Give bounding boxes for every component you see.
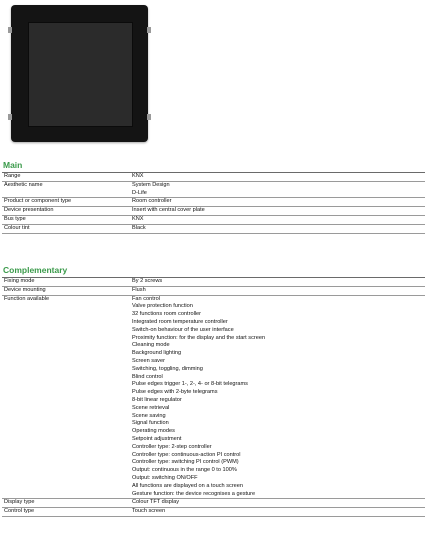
spec-value-line: Output: continuous in the range 0 to 100% <box>132 467 237 474</box>
spec-label: Colour tint <box>2 224 129 233</box>
spec-value-line: Touch screen <box>132 508 166 515</box>
spec-row <box>2 207 425 216</box>
spec-value-line: Scene saving <box>132 412 166 419</box>
spec-row <box>2 173 425 182</box>
spec-row <box>2 278 425 287</box>
spec-value <box>129 181 425 198</box>
spec-value-line: Room controller <box>132 198 172 205</box>
spec-value-line: Integrated room temperature controller <box>132 318 228 325</box>
spec-row <box>2 181 425 198</box>
spec-value-line: 8-bit linear regulator <box>132 396 182 403</box>
spec-value <box>129 173 425 182</box>
section-title-complementary: Complementary <box>3 265 68 275</box>
spec-value <box>129 295 425 499</box>
spec-value <box>129 224 425 233</box>
spec-value-line: Insert with central cover plate <box>132 207 205 214</box>
spec-value-line: Setpoint adjustment <box>132 435 182 442</box>
spec-value-line: Fan control <box>132 295 160 302</box>
mounting-tab <box>147 114 151 120</box>
spec-value-line: Proximity function: for the display and the start screen <box>132 334 266 341</box>
spec-value-line: Pulse edges with 2-byte telegrams <box>132 389 218 396</box>
spec-value <box>129 286 425 295</box>
spec-value-line: KNX <box>132 215 144 222</box>
spec-value-line: Background lighting <box>132 350 182 357</box>
main-spec-table <box>2 172 425 234</box>
spec-row <box>2 215 425 224</box>
spec-label: Control type <box>2 508 129 517</box>
spec-value <box>129 508 425 517</box>
spec-value-line: KNX <box>132 173 144 179</box>
spec-label: Device mounting <box>2 286 129 295</box>
spec-value <box>129 278 425 287</box>
spec-value-line: Valve protection function <box>132 303 193 310</box>
spec-label: Product or component type <box>2 198 129 207</box>
spec-value-line: System Design <box>132 181 170 188</box>
mounting-tab <box>147 27 151 33</box>
spec-value-line: Flush <box>132 286 146 293</box>
spec-value <box>129 198 425 207</box>
spec-value-line: All functions are displayed on a touch screen <box>132 482 244 489</box>
spec-label: Device presentation <box>2 207 129 216</box>
spec-value-line: Switching, toggling, dimming <box>132 365 203 372</box>
spec-value-line: Operating modes <box>132 428 175 435</box>
spec-value-line: Switch-on behaviour of the user interface <box>132 326 234 333</box>
spec-value-line: Gesture function: the device recognises a gesture <box>132 490 256 497</box>
spec-row <box>2 508 425 517</box>
spec-value <box>129 207 425 216</box>
spec-row <box>2 499 425 508</box>
spec-value <box>129 499 425 508</box>
spec-value-line: By 2 screws <box>132 278 163 284</box>
spec-row <box>2 198 425 207</box>
spec-label: Range <box>2 173 129 182</box>
spec-value-line: Black <box>132 224 146 231</box>
spec-value-line: D-Life <box>132 189 147 196</box>
spec-row <box>2 224 425 233</box>
spec-value-line: Pulse edges trigger 1-, 2-, 4- or 8-bit telegrams <box>132 381 248 388</box>
spec-value-line: Blind control <box>132 373 163 380</box>
spec-label: Bus type <box>2 215 129 224</box>
spec-value <box>129 215 425 224</box>
spec-value-line: Colour TFT display <box>132 499 180 506</box>
spec-value-line: Controller type: 2-step controller <box>132 443 212 450</box>
spec-value-line: Cleaning mode <box>132 342 170 349</box>
section-title-main: Main <box>3 160 23 170</box>
spec-value-line: Signal function <box>132 420 169 427</box>
mounting-tab <box>8 114 12 120</box>
spec-label: Aesthetic name <box>2 181 129 198</box>
mounting-tab <box>8 27 12 33</box>
spec-value-line: Controller type: switching PI control (PWM) <box>132 459 239 466</box>
spec-label: Function available <box>2 295 129 499</box>
product-image <box>11 5 148 142</box>
spec-value-line: Output: switching ON/OFF <box>132 474 198 481</box>
spec-label: Fixing mode <box>2 278 129 287</box>
display-screen <box>28 22 133 127</box>
spec-row <box>2 295 425 499</box>
spec-value-line: Scene retrieval <box>132 404 170 411</box>
spec-value-line: Screen saver <box>132 357 165 364</box>
spec-value-line: 32 functions room controller <box>132 311 202 318</box>
spec-value-line: Controller type: continuous-action PI control <box>132 451 241 458</box>
spec-row <box>2 286 425 295</box>
spec-label: Display type <box>2 499 129 508</box>
complementary-spec-table <box>2 277 425 517</box>
